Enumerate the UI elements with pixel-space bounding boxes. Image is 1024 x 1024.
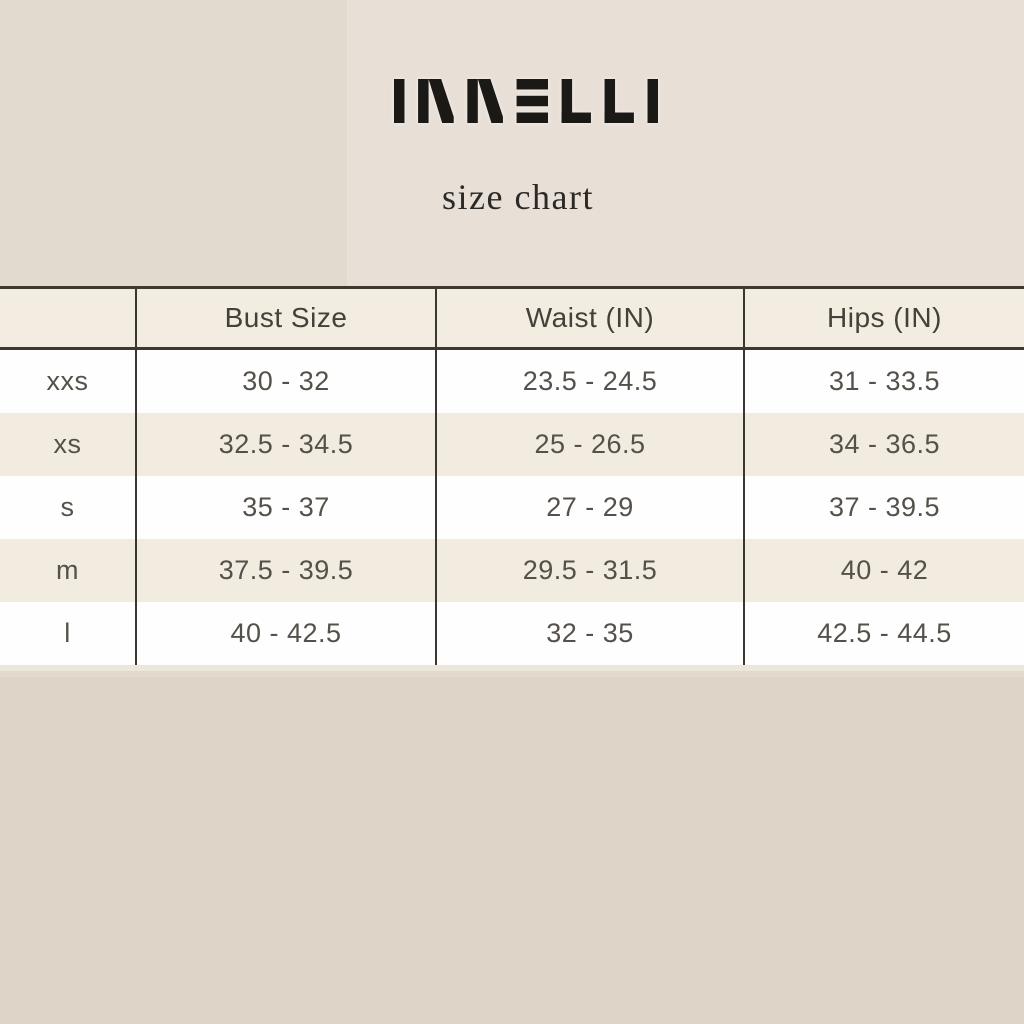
header-cell-bust: Bust Size [137,289,437,347]
bust-value: 32.5 - 34.5 [137,413,437,476]
bust-value: 30 - 32 [137,350,437,413]
table-row-l [0,602,1024,665]
header-cell-waist: Waist (IN) [437,289,745,347]
size-label: xs [0,413,137,476]
size-label: m [0,539,137,602]
waist-value: 29.5 - 31.5 [437,539,745,602]
page-title: size chart [442,177,594,217]
table-row-xs [0,413,1024,476]
bust-value: 37.5 - 39.5 [137,539,437,602]
brand-logo-icon [393,79,659,123]
table-row-m [0,539,1024,602]
table-row-xxs [0,350,1024,413]
waist-value: 23.5 - 24.5 [437,350,745,413]
waist-value: 32 - 35 [437,602,745,665]
hips-value: 37 - 39.5 [828,492,941,522]
table-header-row [0,289,1024,347]
table-row-s [0,476,1024,539]
hips-value: 31 - 33.5 [828,366,941,396]
header-cell-size [0,289,137,347]
brand-logo [393,79,659,123]
table-bottom-strip [0,665,1024,671]
top-light-panel [347,0,1024,286]
waist-value: 25 - 26.5 [437,413,745,476]
hips-value: 34 - 36.5 [828,429,941,459]
size-table [0,286,1024,671]
header-cell-hips: Hips (IN) [827,302,942,333]
bust-value: 35 - 37 [137,476,437,539]
size-label: xxs [0,350,137,413]
hips-value: 40 - 42 [840,555,929,585]
size-label: s [0,476,137,539]
bottom-beige-band [0,677,1024,1024]
hips-value: 42.5 - 44.5 [817,618,952,648]
waist-value: 27 - 29 [437,476,745,539]
bust-value: 40 - 42.5 [137,602,437,665]
size-label: l [0,602,137,665]
